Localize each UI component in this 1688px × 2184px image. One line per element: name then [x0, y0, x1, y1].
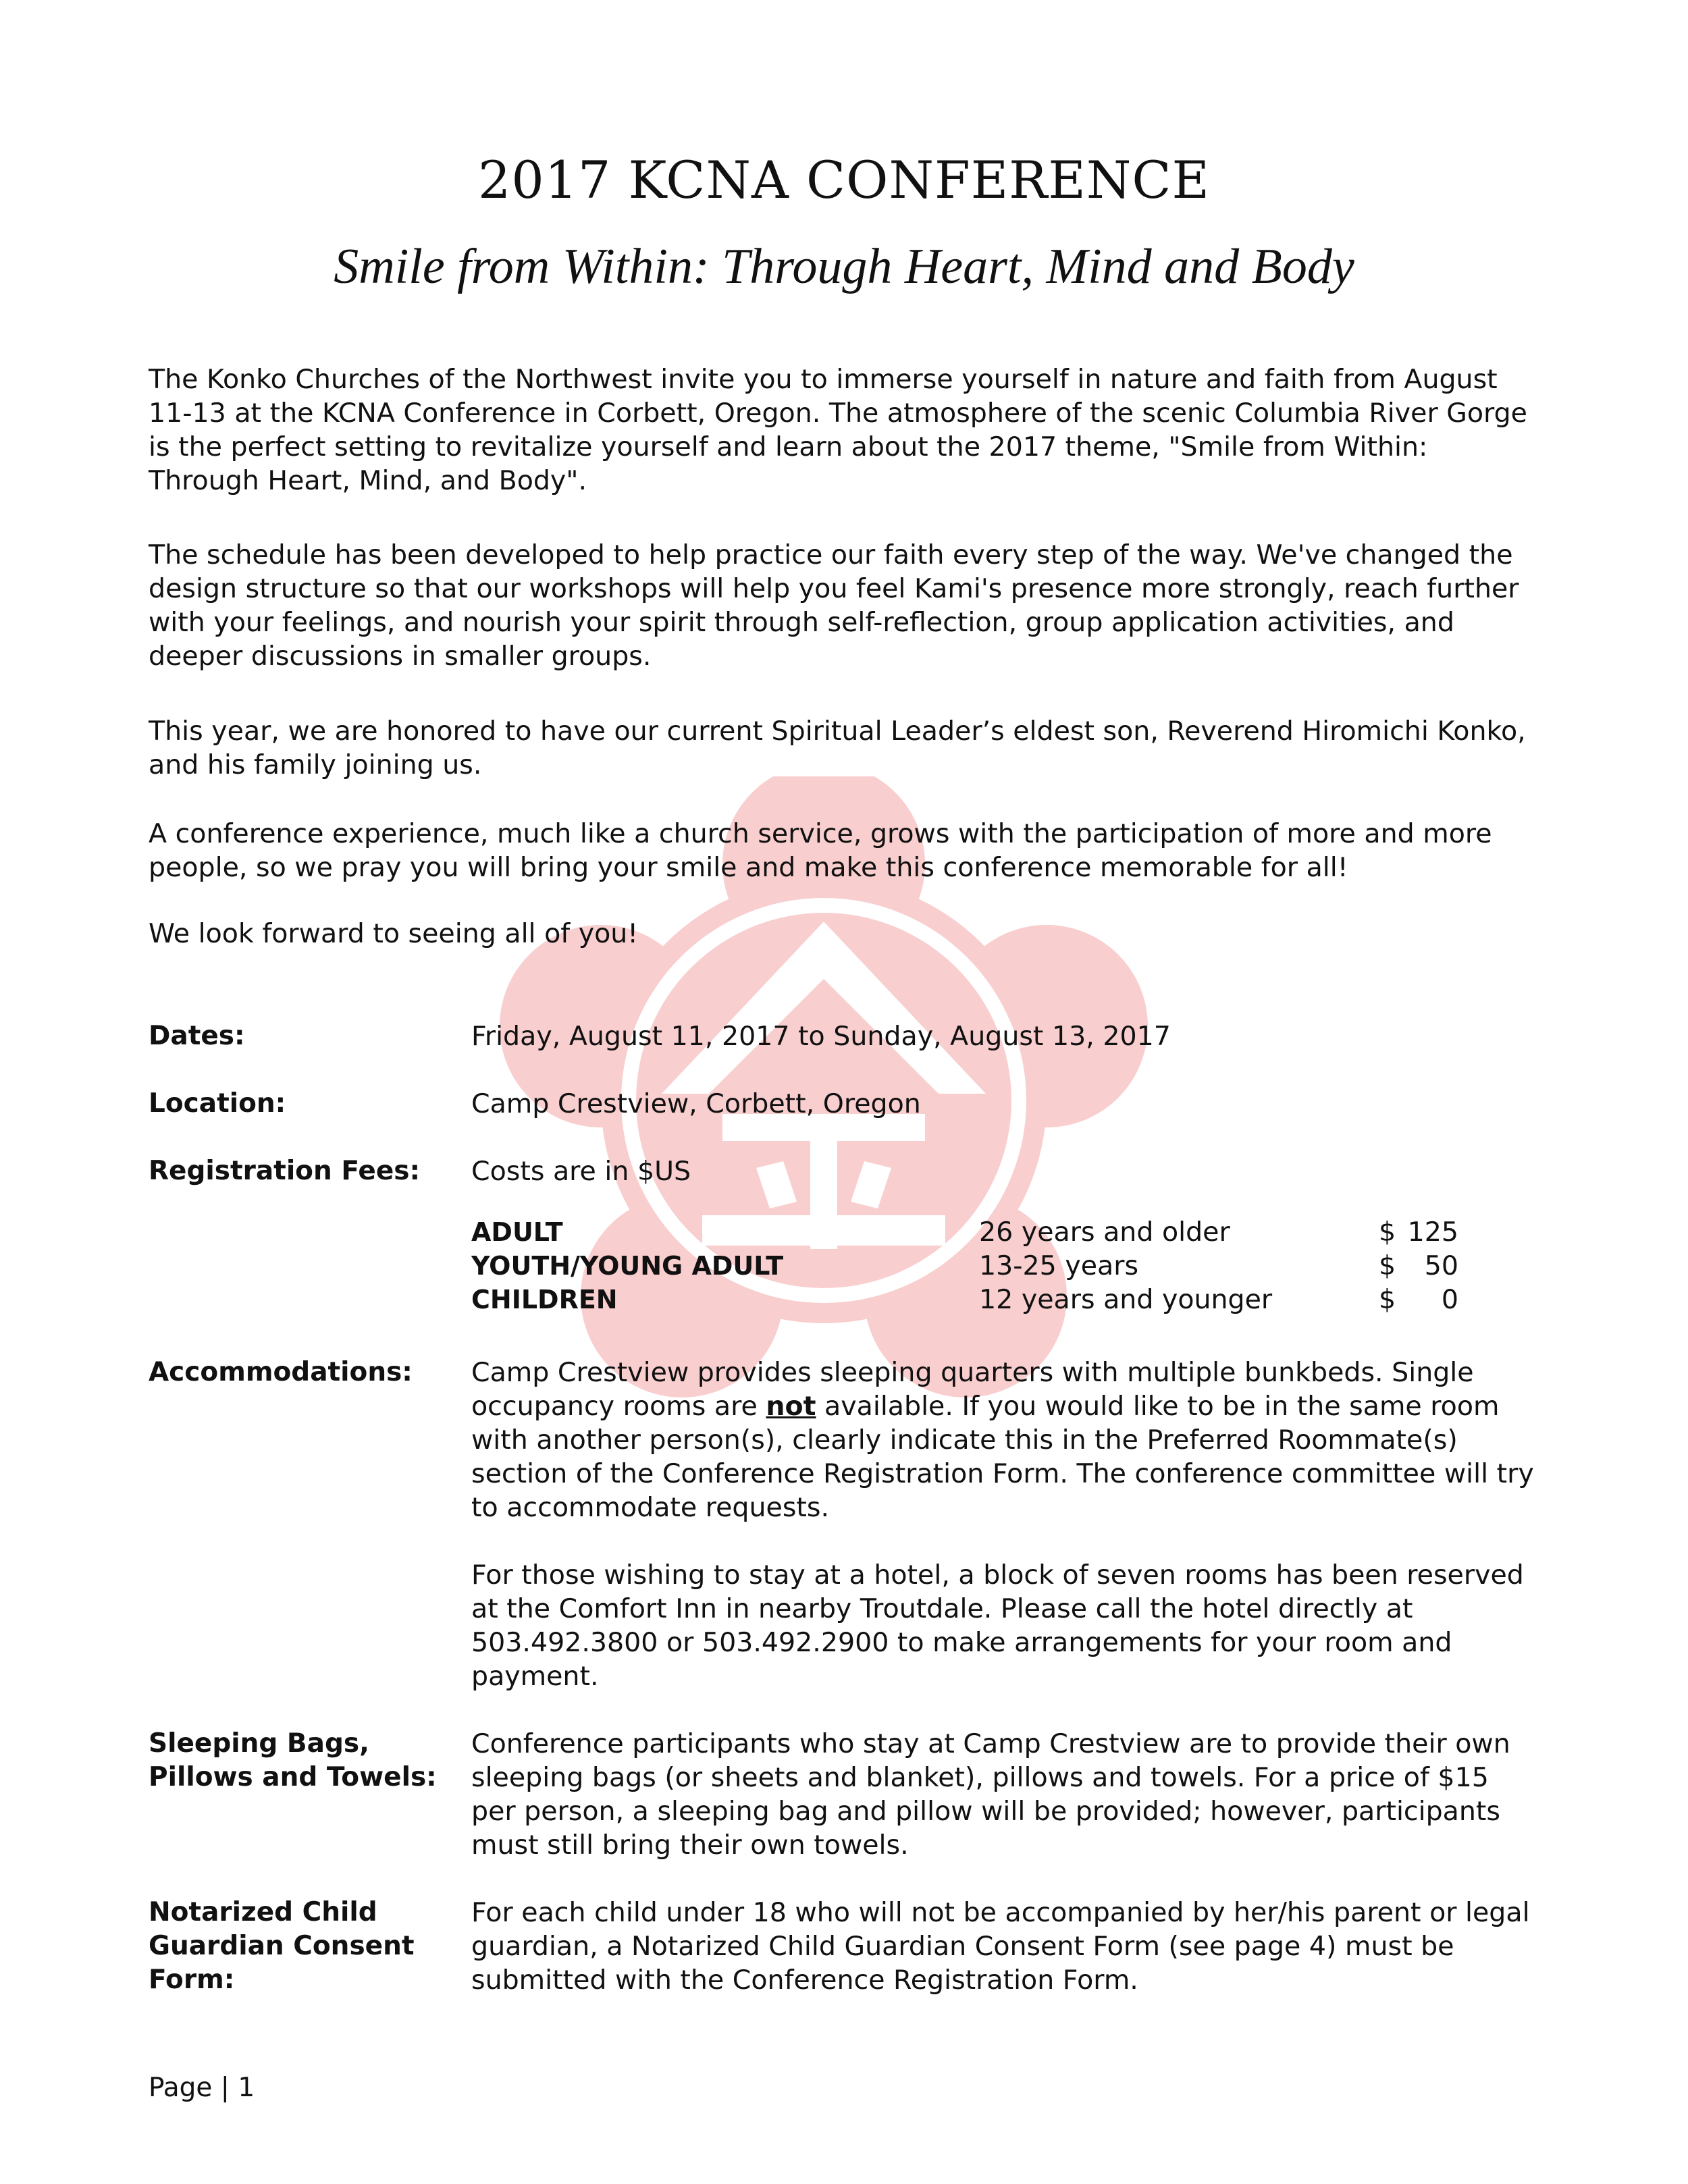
sleeping-bags-label-line-1: Sleeping Bags,	[149, 1728, 369, 1759]
intro-paragraph-1: The Konko Churches of the Northwest invite you to immerse yourself in nature and faith from August 11-13 at the KCNA Conference in Corbett, Oregon. The atmosphere of the scenic Columbia River Gorge is the perfect setting to revitalize yourself and learn about the 2017 theme, "Smile from Within: Through Heart, Mind, and Body".	[149, 364, 1527, 496]
fee-age-range: 26 years and older	[979, 1217, 1230, 1248]
page-number: Page | 1	[149, 2073, 255, 2103]
fee-row-youth	[471, 1249, 1484, 1283]
accommodations-text-after: available. If you would like to be in the same room with another person(s), clearly indicate this in the Preferred Roommate(s) section of the Conference Registration Form. The conference committee will try to accommodate requests.	[471, 1391, 1534, 1523]
intro-paragraph-5: We look forward to seeing all of you!	[149, 918, 639, 949]
accommodations-label: Accommodations:	[149, 1357, 413, 1387]
sleeping-bags-value: Conference participants who stay at Camp Crestview are to provide their own sleeping bags (or sheets and blanket), pillows and towels. For a price of $15 per person, a sleeping bag and pillow will be provided; however, participants must still bring their own towels.	[471, 1728, 1510, 1861]
fee-category: CHILDREN	[471, 1285, 618, 1314]
page-title: 2017 KCNA CONFERENCE	[478, 150, 1210, 210]
fee-currency: $	[1379, 1284, 1396, 1315]
notarized-form-label-line-3: Form:	[149, 1965, 235, 1995]
dates-value: Friday, August 11, 2017 to Sunday, August 13, 2017	[471, 1021, 1171, 1052]
fee-currency: $	[1379, 1250, 1396, 1281]
registration-fees-note: Costs are in $US	[471, 1156, 691, 1187]
notarized-form-label-line-2: Guardian Consent	[149, 1931, 415, 1961]
accommodations-paragraph-2: For those wishing to stay at a hotel, a block of seven rooms has been reserved at the Comfort Inn in nearby Troutdale. Please call the hotel directly at 503.492.3800 or 503.492.2900 to make arrangements for your room and payment.	[471, 1560, 1524, 1692]
fees-table	[471, 1215, 1484, 1316]
location-label: Location:	[149, 1088, 286, 1119]
notarized-form-label-line-1: Notarized Child	[149, 1897, 377, 1927]
fee-category: YOUTH/YOUNG ADULT	[471, 1251, 784, 1281]
fee-row-children	[471, 1283, 1484, 1316]
fee-age-range: 13-25 years	[979, 1250, 1139, 1281]
fee-currency: $	[1379, 1217, 1396, 1248]
fee-row-adult	[471, 1215, 1484, 1249]
fee-amount: 50	[1424, 1250, 1458, 1281]
accommodations-paragraph-1	[471, 1356, 1539, 1524]
registration-fees-label: Registration Fees:	[149, 1156, 421, 1186]
intro-paragraph-2: The schedule has been developed to help practice our faith every step of the way. We've changed the design structure so that our workshops will help you feel Kami's presence more strongly, reach further with your feelings, and nourish your spirit through self-reflection, group application activities, and deeper discussions in smaller groups.	[149, 539, 1519, 672]
fee-amount: 0	[1441, 1284, 1458, 1315]
sleeping-bags-label	[149, 1727, 446, 1794]
sleeping-bags-label-line-2: Pillows and Towels:	[149, 1762, 437, 1792]
fee-age-range: 12 years and younger	[979, 1284, 1273, 1315]
notarized-form-label	[149, 1896, 446, 1997]
fee-category: ADULT	[471, 1217, 563, 1247]
accommodations-text-before: Camp Crestview provides sleeping quarters with multiple bunkbeds. Single occupancy rooms are	[471, 1357, 1474, 1422]
page-subtitle: Smile from Within: Through Heart, Mind and Body	[334, 239, 1354, 294]
accommodations-emphasis: not	[766, 1391, 816, 1422]
intro-paragraph-3: This year, we are honored to have our current Spiritual Leader’s eldest son, Reverend Hiromichi Konko, and his family joining us.	[149, 716, 1526, 780]
dates-label: Dates:	[149, 1021, 245, 1051]
fee-amount: 125	[1407, 1217, 1458, 1248]
location-value: Camp Crestview, Corbett, Oregon	[471, 1088, 921, 1119]
notarized-form-value: For each child under 18 who will not be accompanied by her/his parent or legal guardian, a Notarized Child Guardian Consent Form (see page 4) must be submitted with the Conference Registration Form.	[471, 1897, 1530, 1996]
intro-paragraph-4: A conference experience, much like a church service, grows with the participation of more and more people, so we pray you will bring your smile and make this conference memorable for all!	[149, 818, 1492, 883]
